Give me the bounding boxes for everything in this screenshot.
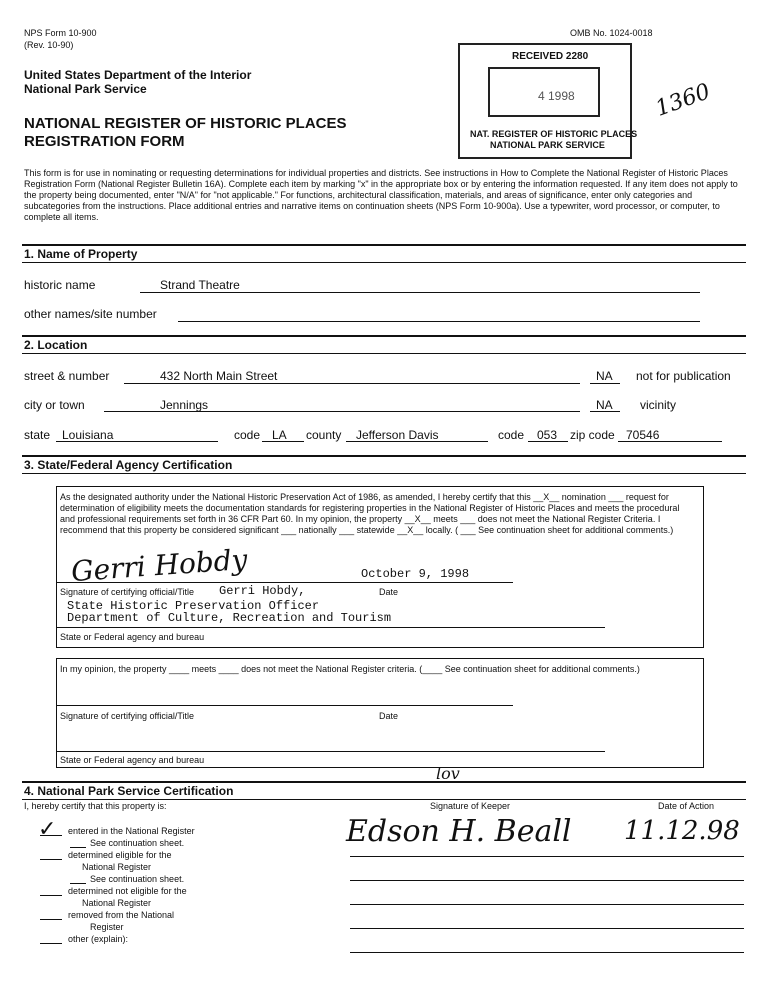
field-underline [104, 411, 580, 412]
keeper-label: Signature of Keeper [430, 801, 511, 811]
date-of-action-label: Date of Action [658, 801, 715, 811]
field-underline [124, 383, 580, 384]
received-stamp [458, 43, 638, 159]
option-not-eligible-2: National Register [82, 898, 152, 908]
section-divider [22, 262, 746, 263]
action-date: 11.12.98 [624, 816, 740, 846]
date-label: Date [379, 587, 399, 597]
form-revision: (Rev. 10-90) [24, 40, 74, 50]
option-removed-2: Register [90, 922, 124, 932]
field-underline [618, 441, 722, 442]
checkbox-line[interactable] [40, 859, 62, 860]
nps-cert-intro: I, hereby certify that this property is: [24, 801, 167, 811]
option-determined-eligible: determined eligible for the [68, 850, 172, 860]
intro-paragraph: This form is for use in nominating or requesting determinations for individual properties and districts. See instructions in How to Complete the National Register of Historic Places Registration Form (National Register Bulletin 16A). Complete each item by marking "x" in the appropriate box or by entering the information requested. If any item does not apply to the property being documented, enter "N/A" for "not applicable." For functions, architectural classification, materials, and areas of significance, enter only categories and subcategories from the instructions. Place additional entries and narrative items on continuation sheets (NPS Form 10-900a). Use a typewriter, word processor, or computer, to complete all items. [24, 168, 738, 222]
agency-label: State or Federal agency and bureau [60, 632, 205, 642]
handwritten-number: 1360 [652, 79, 714, 122]
signer-title: State Historic Preservation Officer [67, 599, 320, 613]
state-label: state [24, 428, 51, 442]
agency-line-1: United States Department of the Interior [24, 68, 252, 82]
state-certification-box [56, 486, 704, 648]
field-underline [590, 411, 620, 412]
signature-line [57, 582, 513, 583]
omb-number: OMB No. 1024-0018 [570, 28, 653, 38]
form-title-line-2: REGISTRATION FORM [24, 133, 185, 150]
vicinity-label: vicinity [640, 398, 677, 412]
stamp-date-box [488, 67, 600, 117]
section-4-heading: 4. National Park Service Certification [24, 784, 234, 798]
stamp-date: 4 1998 [538, 89, 575, 103]
field-underline [528, 441, 568, 442]
section-3-heading: 3. State/Federal Agency Certification [24, 458, 233, 472]
section-divider [22, 335, 746, 337]
checkbox-line[interactable] [70, 883, 86, 884]
signature-label: Signature of certifying official/Title [60, 587, 195, 597]
section-divider [22, 473, 746, 474]
shpo-signature: Gerri Hobdy [70, 542, 249, 589]
stamp-line-2: NATIONAL PARK SERVICE [490, 140, 605, 150]
checkbox-line[interactable] [40, 919, 62, 920]
form-title-line-1: NATIONAL REGISTER OF HISTORIC PLACES [24, 115, 347, 132]
city-value[interactable]: Jennings [160, 398, 209, 412]
other-names-label: other names/site number [24, 307, 157, 321]
agency-line-2: National Park Service [24, 82, 147, 96]
field-underline [178, 321, 700, 322]
county-code-value[interactable]: 053 [537, 428, 558, 442]
section-divider [22, 799, 746, 800]
section-divider [22, 781, 746, 783]
signer-name: Gerri Hobdy, [219, 584, 306, 598]
checkbox-line[interactable] [40, 835, 62, 836]
agency-line [57, 627, 605, 628]
signature-label-2: Signature of certifying official/Title [60, 711, 195, 721]
second-opinion-box [56, 658, 704, 768]
section-1-heading: 1. Name of Property [24, 247, 138, 261]
field-underline [346, 441, 488, 442]
checkbox-line[interactable] [70, 847, 86, 848]
option-determined-eligible-2: National Register [82, 862, 152, 872]
section-divider [22, 455, 746, 457]
historic-name-value[interactable]: Strand Theatre [160, 278, 240, 292]
date-label-2: Date [379, 711, 399, 721]
keeper-signature-line [350, 856, 744, 857]
checkbox-line[interactable] [40, 895, 62, 896]
option-not-eligible: determined not eligible for the [68, 886, 187, 896]
historic-name-label: historic name [24, 278, 96, 292]
certification-date[interactable]: October 9, 1998 [361, 567, 470, 581]
option-removed: removed from the National [68, 910, 175, 920]
certification-text: As the designated authority under the National Historic Preservation Act of 1986, as amended, I hereby certify that this __X__ nomination ___ request for determination of eligibility meets the documentation standards for registering properties in the National Register of Historic Places and meets the procedural and professional requirements set forth in 36 CFR Part 60. In my opinion, the property __X__ meets ___ does not meet the National Register Criteria. I recommend that this property be considered significant ___ nationally ___ statewide __X__ locally. ( ___ See continuation sheet for additional comments.) [60, 492, 680, 535]
state-code-value[interactable]: LA [272, 428, 287, 442]
street-na[interactable]: NA [596, 369, 613, 383]
agency-line [57, 751, 605, 752]
option-continuation-2: See continuation sheet. [90, 874, 185, 884]
state-value[interactable]: Louisiana [62, 428, 114, 442]
county-code-label: code [498, 428, 525, 442]
section-divider [22, 353, 746, 354]
field-underline [262, 441, 304, 442]
opinion-text: In my opinion, the property ____ meets ____ does not meet the National Register criteria. (____ See continuation sheet for additional comments.) [60, 664, 640, 674]
section-divider [22, 244, 746, 246]
keeper-line [350, 904, 744, 905]
stamp-line-1: NAT. REGISTER OF HISTORIC PLACES [470, 129, 638, 139]
field-underline [590, 383, 620, 384]
signer-department: Department of Culture, Recreation and Tourism [67, 611, 392, 625]
signature-line [57, 705, 513, 706]
zip-value[interactable]: 70546 [626, 428, 660, 442]
street-value[interactable]: 432 North Main Street [160, 369, 278, 383]
city-na[interactable]: NA [596, 398, 613, 412]
keeper-line [350, 928, 744, 929]
checkmark-icon[interactable]: ✓ [38, 816, 57, 841]
option-continuation-1: See continuation sheet. [90, 838, 185, 848]
stamp-received: RECEIVED 2280 [512, 51, 589, 62]
agency-label-2: State or Federal agency and bureau [60, 755, 205, 765]
not-for-publication-label: not for publication [636, 369, 731, 383]
zip-label: zip code [570, 428, 615, 442]
option-other: other (explain): [68, 934, 129, 944]
field-underline [140, 292, 700, 293]
county-value[interactable]: Jefferson Davis [356, 428, 439, 442]
keeper-initials: lov [436, 764, 460, 783]
street-label: street & number [24, 369, 110, 383]
keeper-line [350, 952, 744, 953]
city-label: city or town [24, 398, 85, 412]
county-label: county [306, 428, 342, 442]
option-entered: entered in the National Register [68, 826, 195, 836]
state-code-label: code [234, 428, 261, 442]
form-number: NPS Form 10-900 [24, 28, 97, 38]
section-2-heading: 2. Location [24, 338, 88, 352]
checkbox-line[interactable] [40, 943, 62, 944]
keeper-line [350, 880, 744, 881]
keeper-signature: Edson H. Beall [346, 814, 572, 849]
field-underline [56, 441, 218, 442]
